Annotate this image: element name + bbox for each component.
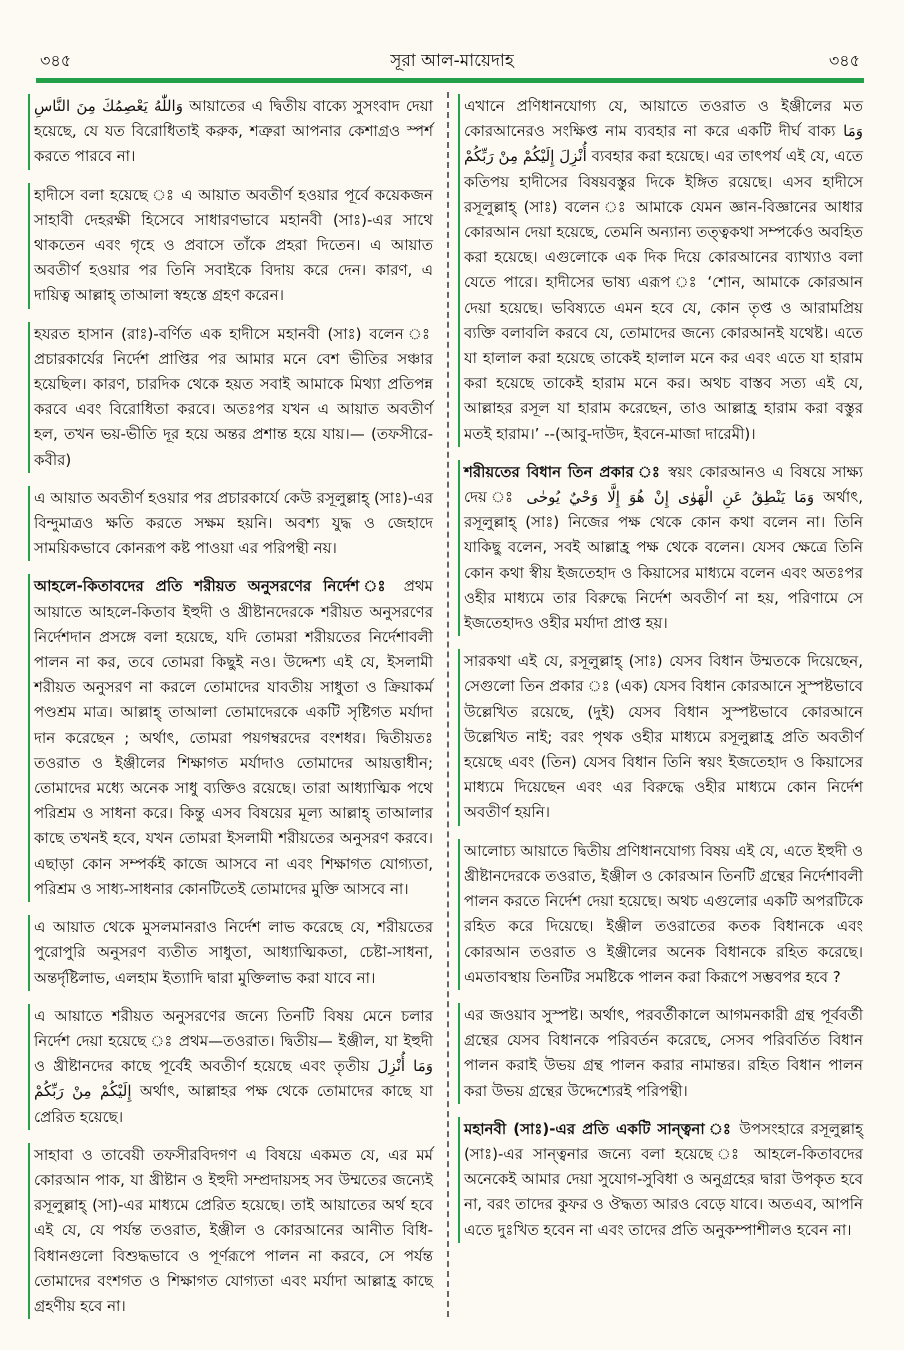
page-header xyxy=(0,0,904,86)
paragraph-text: অর্থাৎ, আল্লাহর পক্ষ থেকে তোমাদের কাছে যা প্রেরিত হয়েছে। xyxy=(34,1082,433,1126)
paragraph: সাহাবা ও তাবেয়ী তফসীরবিদগণ এ বিষয়ে একমত যে, এর মর্ম কোরআন পাক, যা খ্রীষ্টান ও ইহুদী সম্প্রদায়সহ সব উম্মতের জন্যেই রসূলুল্লাহ্ (সা)-এর মাধ্যমে প্রেরিত হয়েছে। তাই আয়াতের অর্থ হবে এই যে, যে পর্যন্ত তওরাত, ইঞ্জীল ও কোরআনের আনীত বিধি-বিধানগুলো বিশুদ্ধভাবে ও পূর্ণরূপে পালন না করবে, সে পর্যন্ত তোমাদের বংশগত ও শিক্ষাগত যোগ্যতা এবং মর্যাদা আল্লাহ্র কাছে গ্রহণীয় হবে না। xyxy=(28,1143,433,1319)
paragraph xyxy=(28,94,433,170)
arabic-verse: وَاللّٰهُ يَعْصِمُكَ مِنَ النَّاسِ xyxy=(34,97,183,115)
paragraph: এ আয়াত অবতীর্ণ হওয়ার পর প্রচারকার্যে কেউ রসূলুল্লাহ্ (সাঃ)-এর বিন্দুমাত্রও ক্ষতি করতে সক্ষম হয়নি। অবশ্য যুদ্ধ ও জেহাদে সাময়িকভাবে কোনরূপ কষ্ট পাওয়া এর পরিপন্থী নয়। xyxy=(28,486,433,562)
paragraph-text: প্রথম আয়াতে আহলে-কিতাব ইহুদী ও খ্রীষ্টানদেরকে শরীয়ত অনুসরণের নির্দেশদান প্রসঙ্গে বলা হয়েছে, যদি তোমরা শরীয়তের নির্দেশাবলী পালন না কর, তবে তোমরা কিছুই নও। উদ্দেশ্য এই যে, ইসলামী শরীয়ত অনুসরণ না করলে তোমাদের যাবতীয় সাধুতা ও ক্রিয়াকর্ম পণ্ডশ্রম মাত্র। আল্লাহ্ তাআলা তোমাদেরকে একটি সৃষ্টিগত মর্যাদা দান করেছেন ; অর্থাৎ, তোমরা পয়গম্বরদের বংশধর। দ্বিতীয়তঃ তওরাত ও ইঞ্জীলের শিক্ষাগত মর্যাদাও তোমাদের আয়ত্তাধীন; তোমাদের মধ্যে অনেক সাধু ব্যক্তিও রয়েছে। তারা আধ্যাত্মিক পথে পরিশ্রম ও সাধনা করে। কিন্তু এসব বিষয়ের মূল্য আল্লাহ্ তাআলার কাছে তখনই হবে, যখন তোমরা ইসলামী শরীয়তের অনুসরণ করবে। এছাড়া কোন সম্পর্কই কাজে আসবে না এবং শিক্ষাগত যোগ্যতা, পরিশ্রম ও সাধ্য-সাধনার কোনটিতেই তোমাদের মুক্তি আসবে না। xyxy=(34,577,433,898)
arabic-verse: وَمَا أُنْزِلَ إِلَيْكُمْ مِنْ رَبِّكُمْ xyxy=(464,122,863,166)
right-column xyxy=(458,94,863,1256)
paragraph xyxy=(458,460,863,636)
paragraph: হাদীসে বলা হয়েছে ঃ এ আয়াত অবতীর্ণ হওয়ার পূর্বে কয়েকজন সাহাবী দেহরক্ষী হিসেবে সাধারণভাবে মহানবী (সাঃ)-এর সাথে থাকতেন এবং গৃহে ও প্রবাসে তাঁকে প্রহরা দিতেন। এ আয়াত অবতীর্ণ হওয়ার পর তিনি সবাইকে বিদায় করে দেন। কারণ, এ দায়িত্ব আল্লাহ্ তাআলা স্বহস্তে গ্রহণ করেন। xyxy=(28,183,433,309)
paragraph xyxy=(28,574,433,902)
column-divider xyxy=(447,92,450,1317)
left-column xyxy=(28,94,433,1332)
paragraph-text: আয়াতের এ দ্বিতীয় বাক্যে সুসংবাদ দেয়া হয়েছে, যে যত বিরোধিতাই করুক, শত্রুরা আপনার কেশাগ্রও স্পর্শ করতে পারবে না। xyxy=(34,97,433,166)
arabic-verse: وَمَا أُنْزِلَ إِلَيْكُمْ مِنْ رَبِّكُمْ xyxy=(34,1057,433,1101)
page-number-left: ৩৪৫ xyxy=(40,51,72,70)
paragraph: আলোচ্য আয়াতে দ্বিতীয় প্রণিধানযোগ্য বিষয় এই যে, এতে ইহুদী ও খ্রীষ্টানদেরকে তওরাত, ইঞ্জীল ও কোরআন তিনটি গ্রন্থের নির্দেশাবলী পালন করতে নির্দেশ দেয়া হয়েছে। অথচ এগুলোর একটি অপরটিকে রহিত করে দিয়েছে। ইঞ্জীল তওরাতের কতক বিধানকে এবং কোরআন তওরাত ও ইঞ্জীলের অনেক বিধানকে রহিত করেছে। এমতাবস্থায় তিনটির সমষ্টিকে পালন করা কিরূপে সম্ভবপর হবে ? xyxy=(458,839,863,990)
paragraph-text: ব্যবহার করা হয়েছে। এর তাৎপর্য এই যে, এতে কতিপয় হাদীসের বিষয়বস্তুর দিকে ইঙ্গিত রয়েছে। এসব হাদীসে রসূলুল্লাহ্ (সাঃ) বলেন ঃ আমাকে যেমন জ্ঞান-বিজ্ঞানের আধার কোরআন দেয়া হয়েছে, তেমনি অন্যান্য তত্ত্বকথা সম্পর্কেও অবহিত করা হয়েছে। এগুলোকে এক দিক দিয়ে কোরআনের ব্যাখ্যাও বলা যেতে পারে। হাদীসের ভাষ্য এরূপ ঃ ‘শোন, আমাকে কোরআন দেয়া হয়েছে। ভবিষ্যতে এমন হবে যে, কোন তৃপ্ত ও আরামপ্রিয় ব্যক্তি বলাবলি করবে যে, তোমাদের জন্যে কোরআনই যথেষ্ট। এতে যা হালাল করা হয়েছে তাকেই হালাল মনে কর এবং এতে যা হারাম করা হয়েছে তাকেই হারাম মনে কর। অথচ বাস্তব সত্য এই যে, আল্লাহর রসূল যা হারাম করেছেন, তাও আল্লাহ্র হারাম করা বস্তুর মতই হারাম।’ --(আবু-দাউদ, ইবনে-মাজা দারেমী)। xyxy=(464,147,864,443)
paragraph: হযরত হাসান (রাঃ)-বর্ণিত এক হাদীসে মহানবী (সাঃ) বলেন ঃ প্রচারকার্যের নির্দেশ প্রাপ্তির পর আমার মনে বেশ ভীতির সঞ্চার হয়েছিল। কারণ, চারদিক থেকে হয়ত সবাই আমাকে মিথ্যা প্রতিপন্ন করবে এবং বিরোধিতা করবে। অতঃপর যখন এ আয়াত অবতীর্ণ হল, তখন ভয়-ভীতি দূর হয়ে অন্তর প্রশান্ত হয়ে যায়।— (তফসীরে-কবীর) xyxy=(28,322,433,473)
section-heading: মহানবী (সাঃ)-এর প্রতি একটি সান্ত্বনা ঃ xyxy=(464,1119,733,1138)
paragraph: এর জওয়াব সুস্পষ্ট। অর্থাৎ, পরবর্তীকালে আগমনকারী গ্রন্থ পূর্ববর্তী গ্রন্থের যেসব বিধানকে পরিবর্তন করেছে, সেসব পরিবর্তিত বিধান পালন করাই উভয় গ্রন্থ পালন করার নামান্তর। রহিত বিধান পালন করা উভয় গ্রন্থের উদ্দেশ্যেরই পরিপন্থী। xyxy=(458,1003,863,1104)
section-heading: আহলে-কিতাবদের প্রতি শরীয়ত অনুসরণের নির্দেশ ঃ xyxy=(34,577,393,596)
paragraph-text: স্বয়ং কোরআনও এ বিষয়ে সাক্ষ্য দেয় ঃ xyxy=(464,462,864,507)
arabic-verse: وَمَا يَنْطِقُ عَنِ الْهَوٰى إِنْ هُوَ إِلَّا وَحْيٌ يُوحٰى xyxy=(526,488,815,507)
paragraph: এ আয়াত থেকে মুসলমানরাও নির্দেশ লাভ করেছে যে, শরীয়তের পুরোপুরি অনুসরণ ব্যতীত সাধুতা, আধ্যাত্মিকতা, চেষ্টা-সাধনা, অন্তর্দৃষ্টিলাভ, এলহাম ইত্যাদি দ্বারা মুক্তিলাভ করা যাবে না। xyxy=(28,915,433,991)
section-heading: শরীয়তের বিধান তিন প্রকার ঃ xyxy=(464,462,662,481)
paragraph xyxy=(458,1117,863,1243)
paragraph xyxy=(458,94,863,447)
paragraph xyxy=(28,1004,433,1130)
paragraph: সারকথা এই যে, রসূলুল্লাহ্ (সাঃ) যেসব বিধান উম্মতকে দিয়েছেন, সেগুলো তিন প্রকার ঃ (এক) যেসব বিধান কোরআনে সুস্পষ্টভাবে উল্লেখিত রয়েছে, (দুই) যেসব বিধান সুস্পষ্টভাবে কোরআনে উল্লেখিত নাই; বরং পৃথক ওহীর মাধ্যমে রসূলুল্লাহ্র প্রতি অবতীর্ণ হয়েছে এবং (তিন) যেসব বিধান তিনি স্বয়ং ইজতেহাদ ও কিয়াসের মাধ্যমে দিয়েছেন এবং এর বিরুদ্ধে ওহীর মাধ্যমে কোন নির্দেশ অবতীর্ণ হয়নি। xyxy=(458,649,863,825)
page-title: সূরা আল-মায়েদাহ xyxy=(390,51,514,71)
header-rule xyxy=(36,78,864,83)
paragraph-text: অর্থাৎ, রসূলুল্লাহ্ (সাঃ) নিজের পক্ষ থেকে কোন কথা বলেন না। তিনি যাকিছু বলেন, সবই আল্লাহ্র পক্ষ থেকে বলেন। যেসব ক্ষেত্রে তিনি কোন কথা স্বীয় ইজতেহাদ ও কিয়াসের মাধ্যমে বলেন এবং অতঃপর ওহীর মাধ্যমে তার বিরুদ্ধে নির্দেশ অবতীর্ণ না হয়, পরিণামে সে ইজতেহাদও ওহীর মর্যাদা প্রাপ্ত হয়। xyxy=(464,488,863,633)
paragraph-text: এ আয়াতে শরীয়ত অনুসরণের জন্যে তিনটি বিষয় মেনে চলার নির্দেশ দেয়া হয়েছে ঃ প্রথম—তওরাত। দ্বিতীয়— ইঞ্জীল, যা ইহুদী ও খ্রীষ্টানদের কাছে পূর্বেই অবতীর্ণ হয়েছে এবং তৃতীয় xyxy=(34,1006,433,1076)
page-number-right: ৩৪৫ xyxy=(828,51,860,70)
paragraph-text: উপসংহারে রসূলুল্লাহ্ (সাঃ)-এর সান্ত্বনার জন্যে বলা হয়েছে ঃ আহলে-কিতাবদের অনেকেই আমার দেয়া সুযোগ-সুবিধা ও অনুগ্রহের দ্বারা উপকৃত হবে না, বরং তাদের কুফর ও ঔদ্ধত্য আরও বেড়ে যাবে। অতএব, আপনি এতে দুঃখিত হবেন না এবং তাদের প্রতি অনুকম্পাশীলও হবেন না। xyxy=(464,1119,863,1239)
paragraph-text: এখানে প্রণিধানযোগ্য যে, আয়াতে তওরাত ও ইঞ্জীলের মত কোরআনেরও সংক্ষিপ্ত নাম ব্যবহার না করে একটি দীর্ঘ বাক্য xyxy=(464,97,863,141)
